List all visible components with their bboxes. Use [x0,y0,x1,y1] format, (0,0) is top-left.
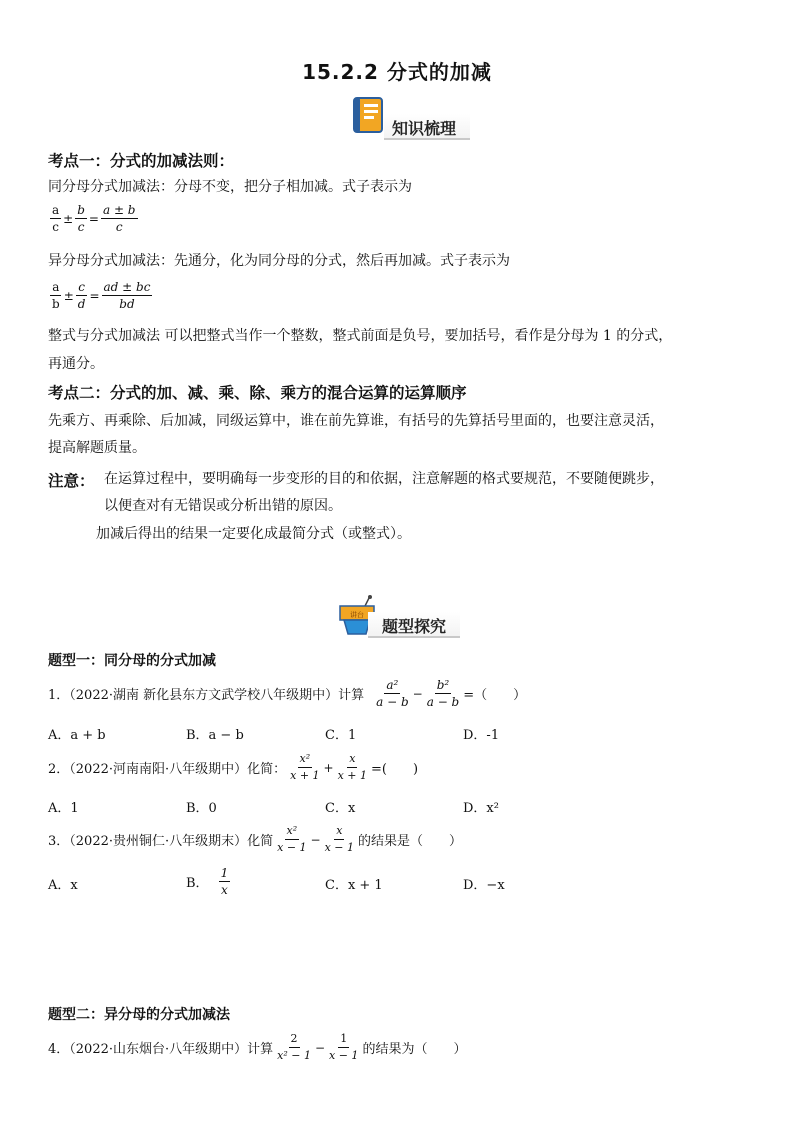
formula-diff-denominator [48,280,154,311]
fraction: $\frac{x}{x - 1}$ [324,824,355,854]
note-line2: 以便查对有无错误或分析出错的原因。 [104,498,342,514]
equals: = [89,288,100,303]
question-2 [48,752,418,783]
question-stem: 3．（2022·贵州铜仁·八年级期末）化简 [48,834,274,849]
question-tail: =（ ） [463,688,527,703]
k2-line2: 提高解题质量。 [48,440,146,456]
fraction: $\frac{1}{x}$ [220,866,229,897]
banner-question-types [368,612,460,638]
fraction: $\frac{a}{b}$ [52,280,60,311]
q2-option-b[interactable]: B．0 [186,801,217,816]
fraction: $\frac{\text{x²}}{x - 1}$ [277,824,307,854]
note-line1: 在运算过程中，要明确每一步变形的目的和依据，注意解题的格式要规范，不要随便跳步， [104,471,664,487]
diff-denominator-rule: 异分母分式加减法：先通分，化为同分母的分式，然后再加减。式子表示为 [48,253,510,269]
fraction: $\frac{c}{d}$ [77,280,86,311]
q2-option-c[interactable]: C．x [325,801,356,816]
operator: ± [63,211,74,226]
book-icon [352,96,386,138]
operator: + [323,760,334,775]
same-denominator-rule: 同分母分式加减法：分母不变，把分子相加减。式子表示为 [48,179,412,195]
question-stem: 1．（2022·湖南 新化县东方文武学校八年级期中）计算 [48,688,365,703]
question-3 [48,824,462,855]
k2-heading: 考点二：分式的加、减、乘、除、乘方的混合运算的运算顺序 [48,384,467,402]
fraction: $\frac{1}{x - 1}$ [329,1032,359,1062]
question-4 [48,1032,466,1063]
type1-heading: 题型一：同分母的分式加减 [48,653,216,669]
fraction: $\frac{ad \pm bc}{bd}$ [103,280,151,311]
fraction: $\frac{b}{c}$ [77,203,85,234]
q1-option-d[interactable]: D．-1 [463,728,500,743]
integral-rule-line1: 整式与分式加减法 可以把整式当作一个整数，整式前面是负号，要加括号，看作是分母为 1 的分式， [48,328,673,344]
question-tail: 的结果是（ ） [358,834,463,849]
fraction: $\frac{\text{x²}}{x + 1}$ [290,752,320,782]
fraction: $\frac{a \pm b}{c}$ [102,203,136,234]
operator: − [412,686,423,701]
banner-question-types-label: 题型探究 [382,617,447,636]
q3-option-b[interactable] [186,866,232,897]
operator: ± [63,288,74,303]
banner-knowledge-label: 知识梳理 [392,119,457,138]
podium-text: 讲台 [350,611,364,619]
question-stem: 2．（2022·河南南阳·八年级期中）化简： [48,762,287,777]
question-stem: 4．（2022·山东烟台·八年级期中）计算 [48,1042,274,1057]
q3-option-c[interactable]: C．x + 1 [325,878,383,893]
integral-rule-line2: 再通分。 [48,356,104,372]
note-line3: 加减后得出的结果一定要化成最简分式（或整式）。 [96,526,411,542]
banner-knowledge [384,114,470,140]
q1-option-b[interactable]: B．a − b [186,728,244,743]
fraction: $\frac{x}{x + 1}$ [337,752,368,782]
note-label: 注意： [48,472,95,490]
q1-option-a[interactable]: A．a + b [48,728,106,743]
fraction: $\frac{a}{c}$ [52,203,60,234]
operator: − [314,1040,326,1055]
equals: = [88,211,99,226]
type2-heading: 题型二：异分母的分式加减法 [48,1007,230,1023]
q3-option-a[interactable]: A．x [48,878,78,893]
question-tail: =( ) [371,762,419,777]
question-tail: 的结果为（ ） [362,1042,467,1057]
fraction: $\frac{\text{a²}}{a - b}$ [376,678,409,709]
q2-option-a[interactable]: A．1 [48,801,79,816]
question-1 [48,678,526,709]
formula-same-denominator [48,203,140,234]
option-label: B． [186,876,209,891]
q3-option-d[interactable]: D．−x [463,878,505,893]
page-title: 15.2.2 分式的加减 [302,60,492,84]
k2-line1: 先乘方、再乘除、后加减，同级运算中，谁在前先算谁，有括号的先算括号里面的，也要注意灵活， [48,413,664,429]
k1-heading: 考点一：分式的加减法则： [48,152,235,170]
q2-option-d[interactable]: D．x² [463,801,499,816]
fraction: $\frac{2}{\text{x² − 1}}$ [277,1032,311,1062]
q1-option-c[interactable]: C．1 [325,728,357,743]
fraction: $\frac{\text{b²}}{a - b}$ [426,678,460,709]
operator: − [310,832,321,847]
